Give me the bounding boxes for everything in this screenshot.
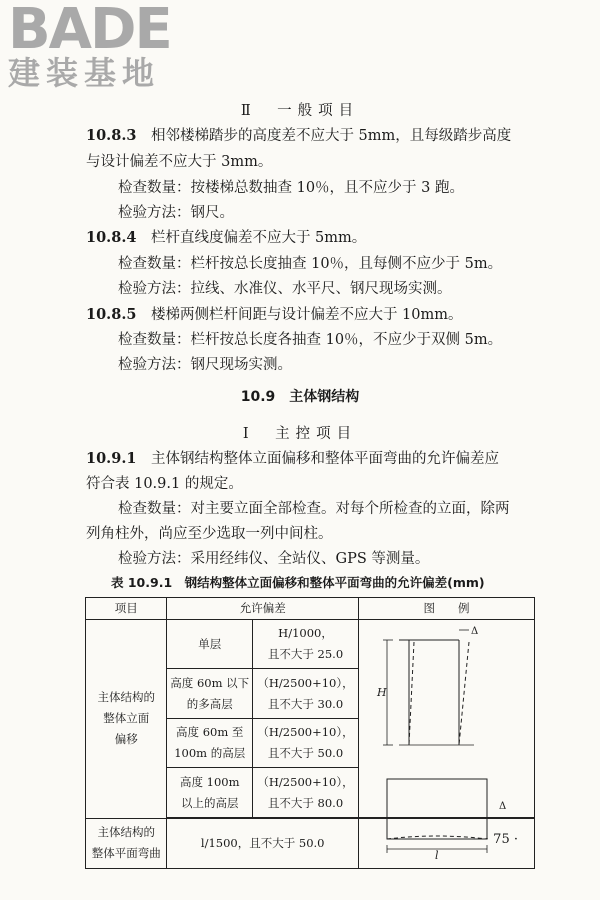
clause-10-8-5 (86, 305, 463, 325)
publisher-logo (8, 0, 171, 92)
clause-number: 10.8.5 (86, 306, 137, 323)
clause-text: 楼梯两侧栏杆间距与设计偏差不应大于 10mm。 (150, 307, 463, 323)
clause-text-cont: 符合表 10.9.1 的规定。 (86, 476, 243, 492)
clause-10-9-1 (86, 449, 499, 469)
clause-number: 10.8.4 (86, 229, 137, 246)
label-delta-1: Δ (471, 626, 479, 637)
header-item: 项目 (86, 598, 167, 620)
section-heading-general: Ⅱ 一般项目 (240, 103, 360, 119)
section-title-10-9: 10.9 主体钢结构 (240, 389, 360, 405)
label-h: H (377, 686, 388, 699)
header-tolerance: 允许偏差 (167, 598, 359, 620)
check-method: 检验方法：拉线、水准仪、水平尺、钢尺现场实测。 (118, 281, 452, 297)
tolerance-table (85, 597, 535, 869)
clause-text-cont: 与设计偏差不应大于 3mm。 (86, 154, 273, 170)
page-number: · 75 · (484, 832, 518, 847)
diagram-cell (358, 620, 534, 819)
check-method: 检验方法：采用经纬仪、全站仪、GPS 等测量。 (118, 551, 430, 567)
label-delta-2: Δ (499, 801, 507, 812)
check-quantity: 检查数量：对主要立面全部检查。对每个所检查的立面，除两 (118, 501, 510, 517)
table-caption: 表 10.9.1 钢结构整体立面偏移和整体平面弯曲的允许偏差(mm) (111, 575, 485, 590)
tolerance-cell: （H/2500+10）， 且不大于 30.0 (253, 669, 359, 718)
row-group-plane-bending: 主体结构的 整体平面弯曲 (86, 818, 167, 869)
tolerance-cell: （H/2500+10）， 且不大于 50.0 (253, 718, 359, 767)
section-heading-main: Ⅰ 主控项目 (242, 426, 358, 442)
clause-10-8-4 (86, 228, 366, 248)
tolerance-cell: （H/2500+10）， 且不大于 80.0 (253, 768, 359, 818)
clause-number: 10.9.1 (86, 450, 137, 467)
check-method: 检验方法：钢尺现场实测。 (118, 357, 292, 373)
check-quantity: 检查数量：栏杆按总长度各抽查 10％，不应少于双侧 5m。 (118, 332, 503, 348)
building-type-cell: 高度 60m 以下 的多高层 (167, 669, 253, 718)
building-type-cell: 高度 100m 以上的高层 (167, 768, 253, 818)
tolerance-cell: H/1000， 且不大于 25.0 (253, 620, 359, 669)
clause-text: 相邻楼梯踏步的高度差不应大于 5mm，且每级踏步高度 (150, 128, 512, 144)
clause-text: 栏杆直线度偏差不应大于 5mm。 (150, 230, 367, 246)
logo-brand: BADE (8, 0, 171, 62)
check-method: 检验方法：钢尺。 (118, 205, 234, 221)
label-l: l (435, 849, 440, 862)
check-quantity-cont: 列角柱外，尚应至少选取一列中间柱。 (86, 526, 333, 542)
legend-diagram (359, 620, 533, 810)
tolerance-cell-bending: l/1500，且不大于 50.0 (167, 818, 359, 869)
building-type-cell: 高度 60m 至 100m 的高层 (167, 718, 253, 767)
clause-number: 10.8.3 (86, 127, 137, 144)
check-quantity: 检查数量：栏杆按总长度抽查 10％，且每侧不应少于 5m。 (118, 256, 503, 272)
check-quantity: 检查数量：按楼梯总数抽查 10％，且不应少于 3 跑。 (118, 180, 465, 196)
header-legend: 图 例 (358, 598, 534, 620)
clause-10-8-3 (86, 126, 511, 146)
clause-text: 主体钢结构整体立面偏移和整体平面弯曲的允许偏差应 (150, 451, 499, 467)
row-group-facade-offset: 主体结构的 整体立面 偏移 (86, 620, 167, 819)
logo-tagline: 建装基地 (8, 54, 161, 92)
building-type-cell: 单层 (167, 620, 253, 669)
